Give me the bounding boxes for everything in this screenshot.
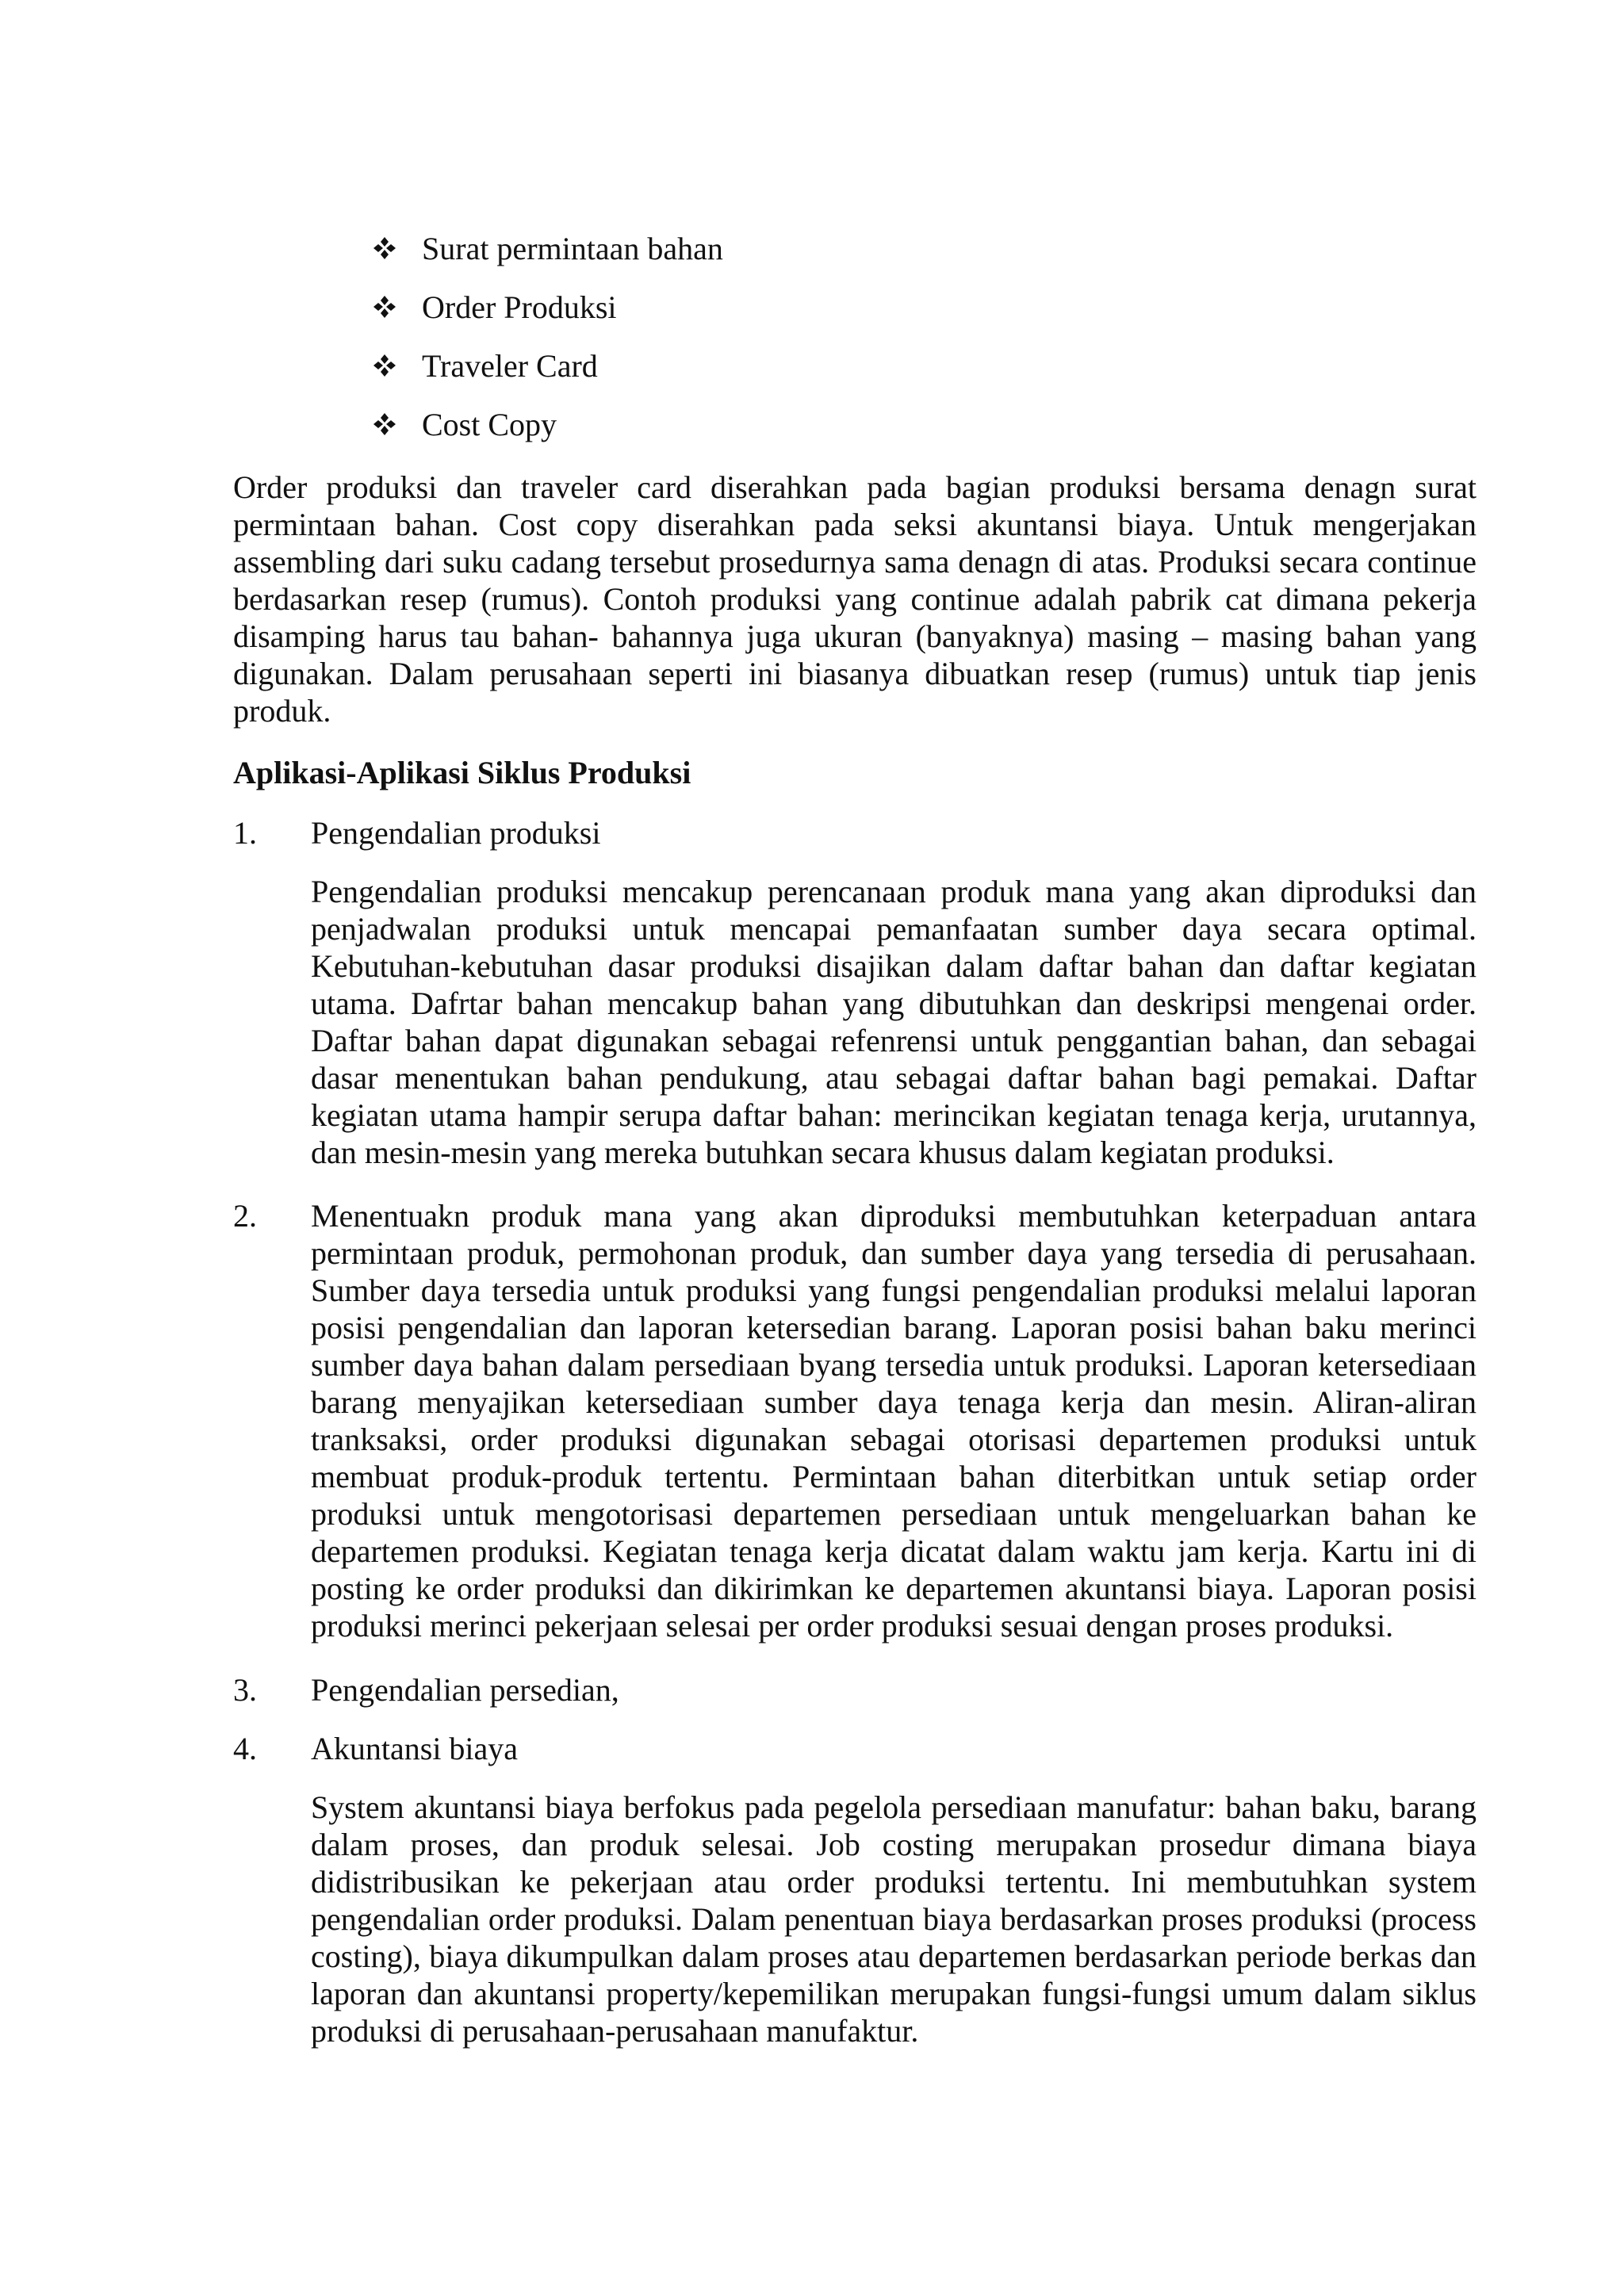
four-diamond-bullet-icon	[373, 230, 422, 267]
item-number: 4.	[233, 1731, 257, 1766]
bullet-text: Order Produksi	[422, 289, 617, 325]
four-diamond-bullet-icon	[373, 347, 422, 385]
four-diamond-bullet-icon	[373, 289, 422, 326]
item-number: 3.	[233, 1672, 257, 1708]
section-heading: Aplikasi-Aplikasi Siklus Produksi	[233, 755, 691, 790]
bullet-item	[373, 347, 723, 406]
intro-paragraph: Order produksi dan traveler card diserahkan pada bagian produksi bersama denagn surat permintaan bahan. Cost copy diserahkan pada seksi akuntansi biaya. Untuk mengerjakan assembling dari suku cadang tersebut prosedurnya sama denagn di atas. Produksi secara continue berdasarkan resep (rumus). Contoh produksi yang continue adalah pabrik cat dimana pekerja disamping harus tau bahan- bahannya juga ukuran (banyaknya) masing – masing bahan yang digunakan. Dalam perusahaan seperti ini biasanya dibuatkan resep (rumus) untuk tiap jenis produk.	[233, 469, 1477, 729]
item-body: Menentuakn produk mana yang akan diproduksi membutuhkan keterpaduan antara permintaan produk, permohonan produk, dan sumber daya yang tersedia di perusahaan. Sumber daya tersedia untuk produksi yang fungsi pengendalian produksi melalui laporan posisi pengendalian dan laporan ketersedian barang. Laporan posisi bahan baku merinci sumber daya bahan dalam persediaan byang tersedia untuk produksi. Laporan ketersediaan barang menyajikan ketersediaan sumber daya tenaga kerja dan mesin. Aliran-aliran tranksaksi, order produksi digunakan sebagai otorisasi departemen produksi untuk membuat produk-produk tertentu. Permintaan bahan diterbitkan untuk setiap order produksi untuk mengotorisasi departemen persediaan untuk mengeluarkan bahan ke departemen produksi. Kegiatan tenaga kerja dicatat dalam waktu jam kerja. Kartu ini di posting ke order produksi dan dikirimkan ke departemen akuntansi biaya. Laporan posisi produksi merinci pekerjaan selesai per order produksi sesuai dengan proses produksi.	[311, 1198, 1477, 1644]
item-title: Pengendalian produksi	[311, 815, 601, 851]
bullet-item	[373, 289, 723, 347]
item-body: Pengendalian produksi mencakup perencanaan produk mana yang akan diproduksi dan penjadwalan produksi untuk mencapai pemanfaatan sumber daya secara optimal. Kebutuhan-kebutuhan dasar produksi disajikan dalam daftar bahan dan daftar kegiatan utama. Dafrtar bahan mencakup bahan yang dibutuhkan dan deskripsi mengenai order. Daftar bahan dapat digunakan sebagai refenrensi untuk penggantian bahan, dan sebagai dasar menentukan bahan pendukung, atau sebagai daftar bahan bagi pemakai. Daftar kegiatan utama hampir serupa daftar bahan: merincikan kegiatan tenaga kerja, urutannya, dan mesin-mesin yang mereka butuhkan secara khusus dalam kegiatan produksi.	[311, 874, 1477, 1170]
item-title: Akuntansi biaya	[311, 1731, 519, 1766]
item-body: System akuntansi biaya berfokus pada pegelola persediaan manufatur: bahan baku, barang dalam proses, dan produk selesai. Job costing merupakan prosedur dimana biaya didistribusikan ke pekerjaan atau order produksi tertentu. Ini membutuhkan system pengendalian order produksi. Dalam penentuan biaya berdasarkan proses produksi (process costing), biaya dikumpulkan dalam proses atau departemen berdasarkan periode berkas dan laporan dan akuntansi property/kepemilikan merupakan fungsi-fungsi umum dalam siklus produksi di perusahaan-perusahaan manufaktur.	[311, 1789, 1477, 2049]
bullet-text: Cost Copy	[422, 407, 557, 442]
item-number: 2.	[233, 1198, 257, 1234]
bullet-item	[373, 230, 723, 289]
bullet-list	[373, 230, 723, 465]
four-diamond-bullet-icon	[373, 406, 422, 443]
bullet-text: Surat permintaan bahan	[422, 231, 723, 266]
bullet-item	[373, 406, 723, 465]
item-title: Pengendalian persedian,	[311, 1672, 619, 1708]
item-number: 1.	[233, 815, 257, 851]
bullet-text: Traveler Card	[422, 348, 598, 384]
